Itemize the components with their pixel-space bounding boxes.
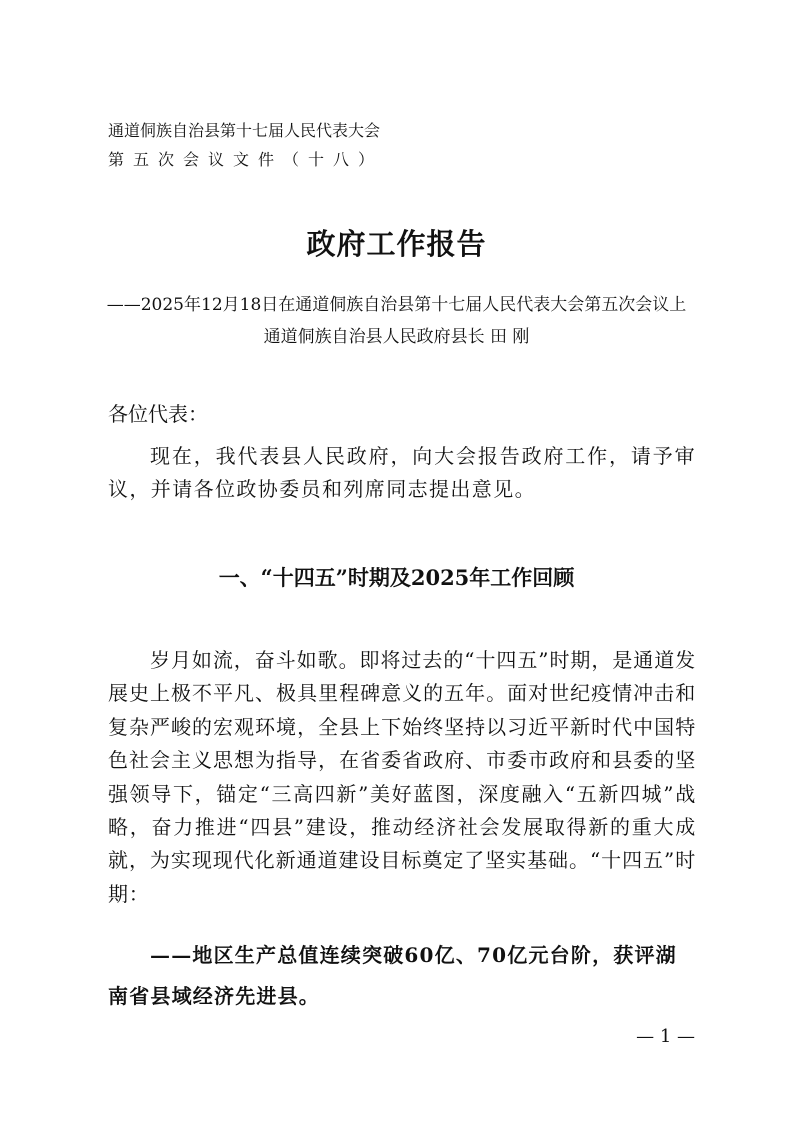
body-paragraph: 岁月如流，奋斗如歌。即将过去的“十四五”时期，是通道发展史上极不平凡、极具里程碑意义的五年。面对世纪疫情冲击和复杂严峻的宏观环境，全县上下始终坚持以习近平新时代中国特色社会主义思想为指导，在省委省政府、市委市政府和县委的坚强领导下，锚定“三高四新”美好蓝图，深度融入“五新四城”战略，奋力推进“四县”建设，推动经济社会发展取得新的重大成就，为实现现代化新通道建设目标奠定了坚实基础。“十四五”时期： (108, 648, 696, 906)
document-header (108, 118, 383, 173)
greeting: 各位代表： (108, 402, 208, 426)
report-subtitle-speaker: 通道侗族自治县人民政府县长 田 刚 (263, 327, 530, 347)
document-number: 第五次会议文件（十八） (108, 150, 384, 169)
report-subtitle-date: ——2025年12月18日在通道侗族自治县第十七届人民代表大会第五次会议上 (106, 295, 687, 315)
section-heading: 一、“十四五”时期及2025年工作回顾 (218, 565, 575, 590)
page-number: — 1 — (636, 1026, 695, 1047)
meeting-name: 通道侗族自治县第十七届人民代表大会 (108, 121, 381, 140)
report-title: 政府工作报告 (306, 227, 487, 261)
highlight-paragraph: ——地区生产总值连续突破60亿、70亿元台阶，获评湖南省县域经济先进县。 (108, 943, 677, 1008)
intro-paragraph: 现在，我代表县人民政府，向大会报告政府工作，请予审议，并请各位政协委员和列席同志提出意见。 (108, 444, 696, 501)
